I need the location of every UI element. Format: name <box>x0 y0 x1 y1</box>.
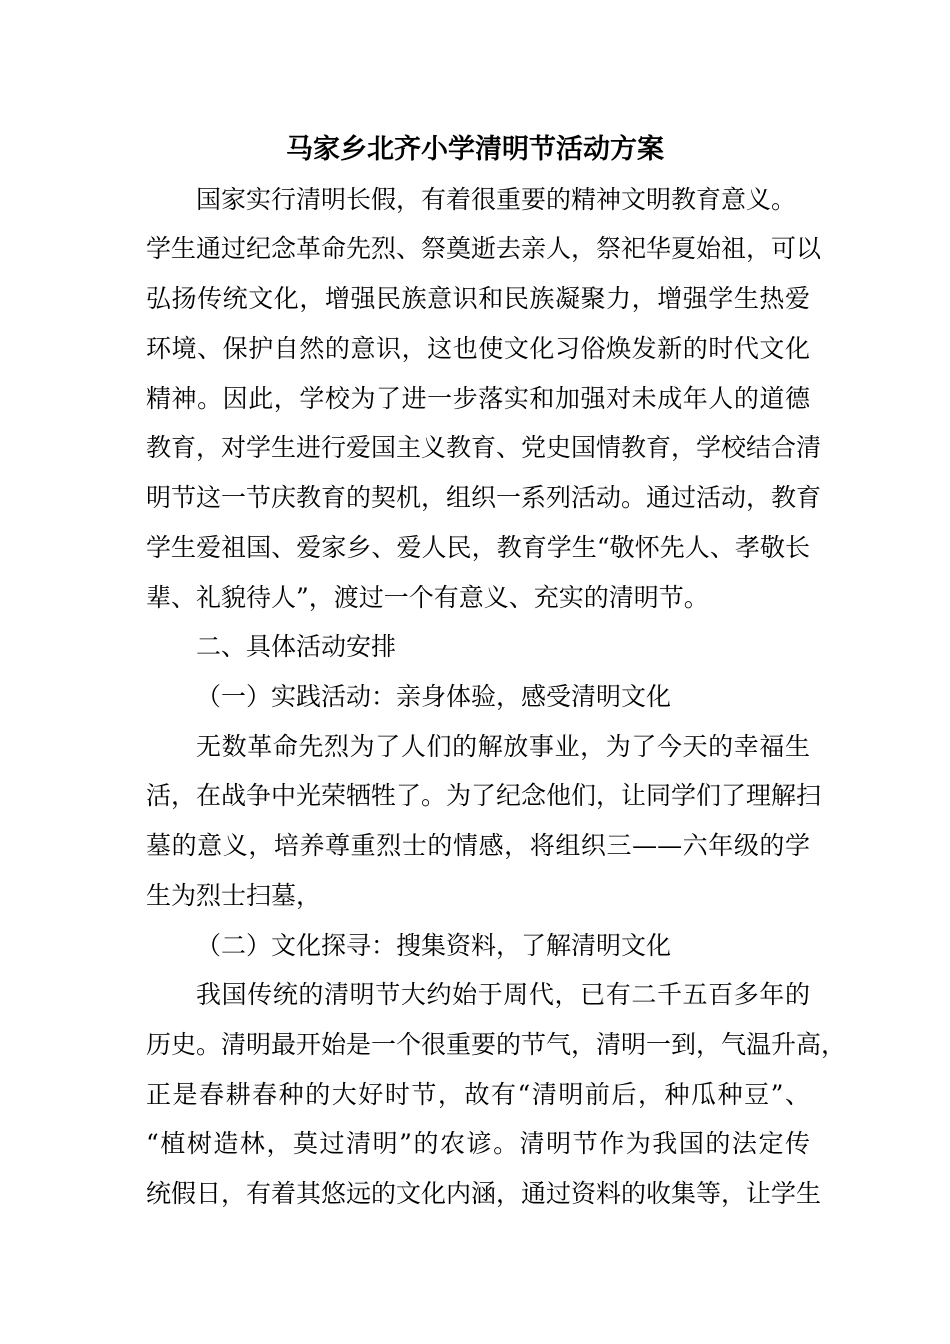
document-title: 马家乡北齐小学清明节活动方案 <box>286 134 664 165</box>
paragraph-line: 正是春耕春种的大好时节，故有“清明前后，种瓜种豆”、 <box>146 1080 810 1109</box>
paragraph-line: 无数革命先烈为了人们的解放事业，为了今天的幸福生 <box>196 732 810 761</box>
paragraph-line: 环境、保护自然的意识，这也使文化习俗焕发新的时代文化 <box>146 334 810 363</box>
paragraph-line: 明节这一节庆教育的契机，组织一系列活动。通过活动，教育 <box>146 483 822 512</box>
paragraph-line: 活，在战争中光荣牺牲了。为了纪念他们，让同学们了理解扫 <box>146 781 822 810</box>
paragraph-line: 墓的意义，培养尊重烈士的情感，将组织三——六年级的学 <box>146 831 810 860</box>
subsection-heading: （一）实践活动：亲身体验，感受清明文化 <box>196 682 672 711</box>
paragraph-line: 我国传统的清明节大约始于周代，已有二千五百多年的 <box>196 980 810 1009</box>
paragraph-line: 历史。清明最开始是一个很重要的节气，清明一到，气温升高， <box>146 1030 847 1059</box>
paragraph-line: 辈、礼貌待人”，渡过一个有意义、充实的清明节。 <box>146 583 709 612</box>
paragraph-line: 弘扬传统文化，增强民族意识和民族凝聚力，增强学生热爱 <box>146 284 810 313</box>
paragraph-line: 统假日，有着其悠远的文化内涵，通过资料的收集等，让学生 <box>146 1179 822 1208</box>
paragraph-line: 学生爱祖国、爱家乡、爱人民，教育学生“敬怀先人、孝敬长 <box>146 533 810 562</box>
subsection-heading: （二）文化探寻：搜集资料，了解清明文化 <box>196 931 672 960</box>
section-heading: 二、具体活动安排 <box>196 632 397 661</box>
paragraph-line: 国家实行清明长假，有着很重要的精神文明教育意义。 <box>196 185 797 214</box>
paragraph-line: “植树造林，莫过清明”的农谚。清明节作为我国的法定传 <box>146 1129 810 1158</box>
paragraph-line: 精神。因此，学校为了进一步落实和加强对未成年人的道德 <box>146 384 810 413</box>
paragraph-line: 生为烈士扫墓， <box>146 881 322 910</box>
paragraph-line: 教育，对学生进行爱国主义教育、党史国情教育，学校结合清 <box>146 433 822 462</box>
paragraph-line: 学生通过纪念革命先烈、祭奠逝去亲人，祭祀华夏始祖，可以 <box>146 234 822 263</box>
